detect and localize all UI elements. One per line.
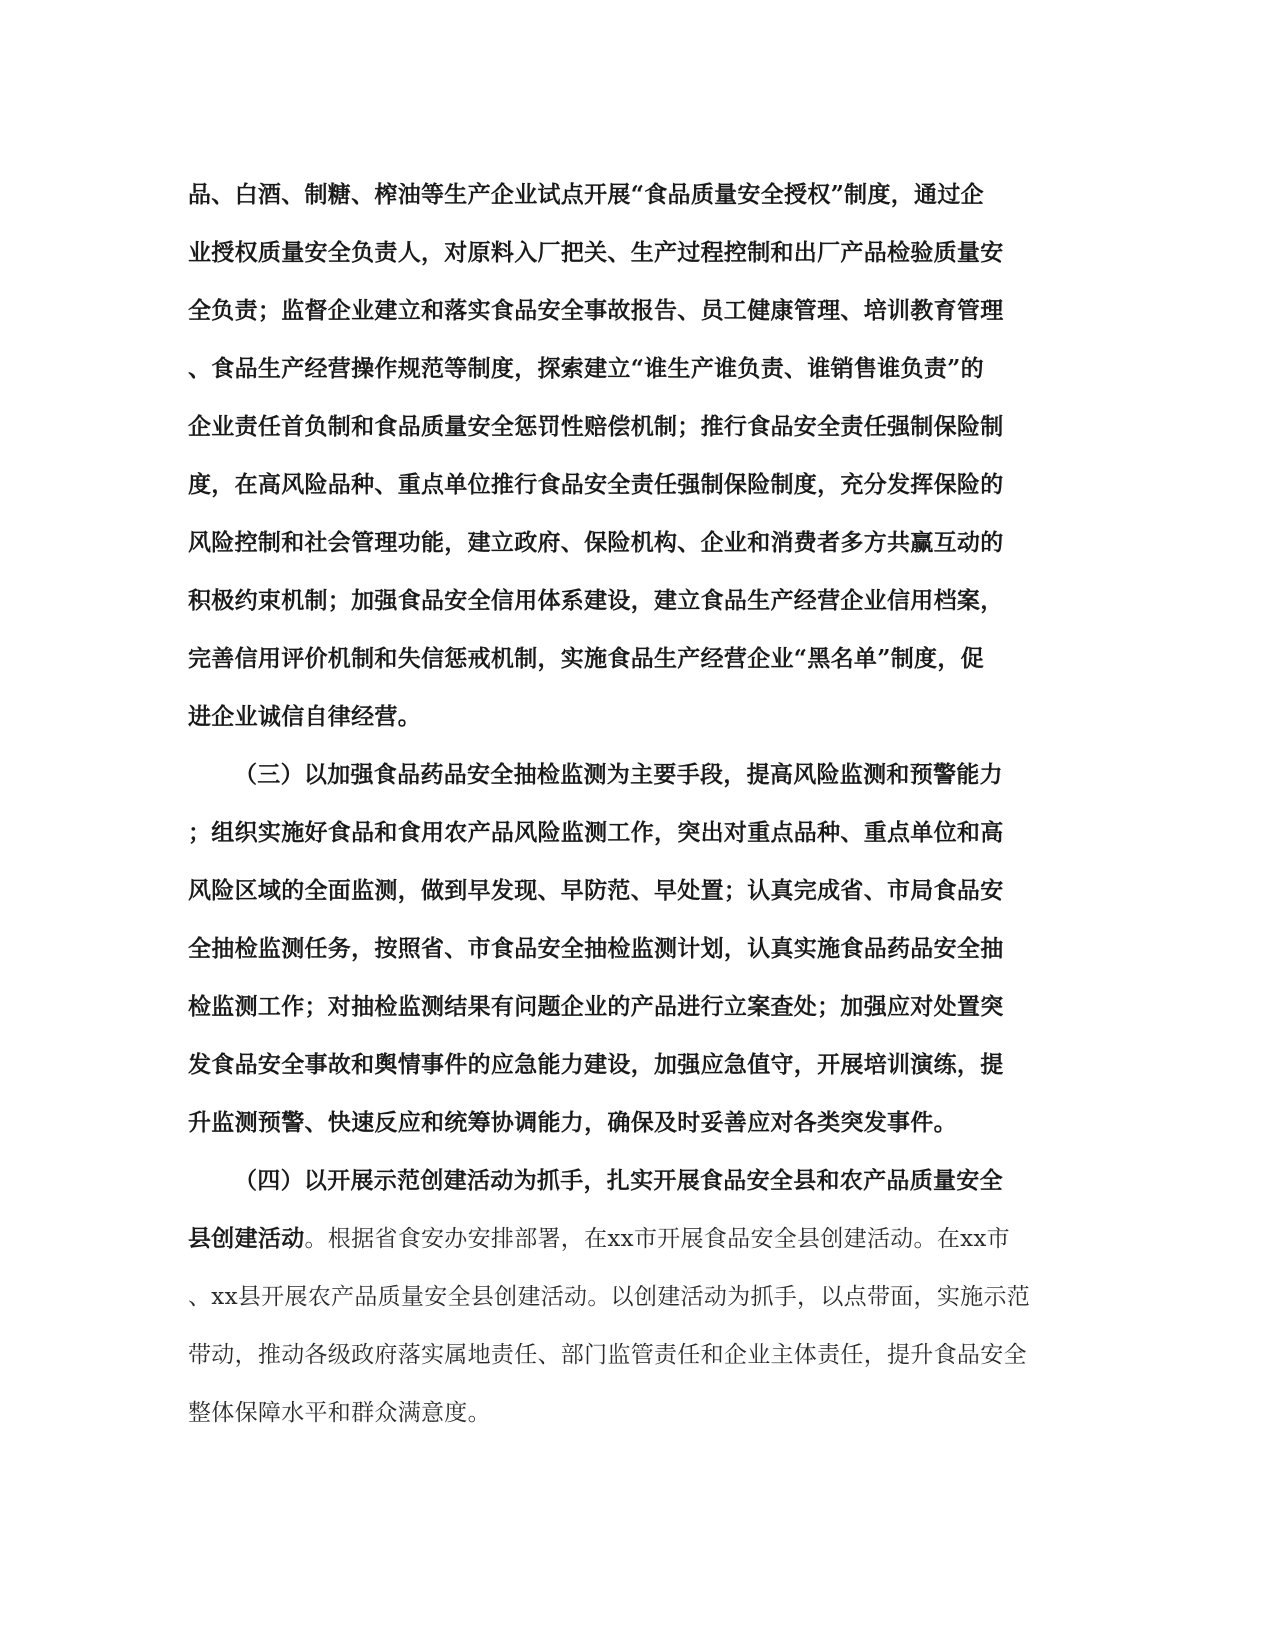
text-line: 、食品生产经营操作规范等制度，探索建立“谁生产谁负责、谁销售谁负责”的 <box>188 355 984 382</box>
text-line: 发食品安全事故和舆情事件的应急能力建设，加强应急值守，开展培训演练，提 <box>188 1051 1004 1078</box>
text-line: 风险控制和社会管理功能，建立政府、保险机构、企业和消费者多方共赢互动的 <box>188 529 1004 556</box>
text-line: 带动，推动各级政府落实属地责任、部门监管责任和企业主体责任，提升食品安全 <box>188 1342 1027 1368</box>
text-line: 升监测预警、快速反应和统筹协调能力，确保及时妥善应对各类突发事件。 <box>188 1109 957 1136</box>
text-line: 业授权质量安全负责人，对原料入厂把关、生产过程控制和出厂产品检验质量安 <box>188 239 1004 266</box>
text-line: 完善信用评价机制和失信惩戒机制，实施食品生产经营企业“黑名单”制度，促 <box>188 645 984 672</box>
section-heading-3: （三）以加强食品药品安全抽检监测为主要手段，提高风险监测和预警能力 <box>234 761 1003 788</box>
section-heading-4: （四）以开展示范创建活动为抓手，扎实开展食品安全县和农产品质量安全 <box>234 1167 1003 1194</box>
text-line: 企业责任首负制和食品质量安全惩罚性赔偿机制；推行食品安全责任强制保险制 <box>188 413 1004 440</box>
text-line: 、xx县开展农产品质量安全县创建活动。以创建活动为抓手，以点带面，实施示范 <box>188 1284 1031 1310</box>
text-line: 全抽检监测任务，按照省、市食品安全抽检监测计划，认真实施食品药品安全抽 <box>188 935 1004 962</box>
text-line-mixed <box>188 1210 1088 1268</box>
text-line: 风险区域的全面监测，做到早发现、早防范、早处置；认真完成省、市局食品安 <box>188 877 1004 904</box>
text-line: 检监测工作；对抽检监测结果有问题企业的产品进行立案查处；加强应对处置突 <box>188 993 1004 1020</box>
text-line: 品、白酒、制糖、榨油等生产企业试点开展“食品质量安全授权”制度，通过企 <box>188 181 984 208</box>
body-text-span: 。根据省食安办安排部署，在xx市开展食品安全县创建活动。在xx市 <box>304 1226 1010 1252</box>
body-text <box>188 166 1088 1442</box>
text-line: 积极约束机制；加强食品安全信用体系建设，建立食品生产经营企业信用档案， <box>188 587 1004 614</box>
text-line: ；组织实施好食品和食用农产品风险监测工作，突出对重点品种、重点单位和高 <box>188 819 1004 846</box>
heading-tail: 县创建活动 <box>188 1225 305 1252</box>
text-line: 进企业诚信自律经营。 <box>188 703 421 730</box>
text-line: 度，在高风险品种、重点单位推行食品安全责任强制保险制度，充分发挥保险的 <box>188 471 1004 498</box>
text-line: 整体保障水平和群众满意度。 <box>188 1400 491 1426</box>
text-line: 全负责；监督企业建立和落实食品安全事故报告、员工健康管理、培训教育管理 <box>188 297 1004 324</box>
